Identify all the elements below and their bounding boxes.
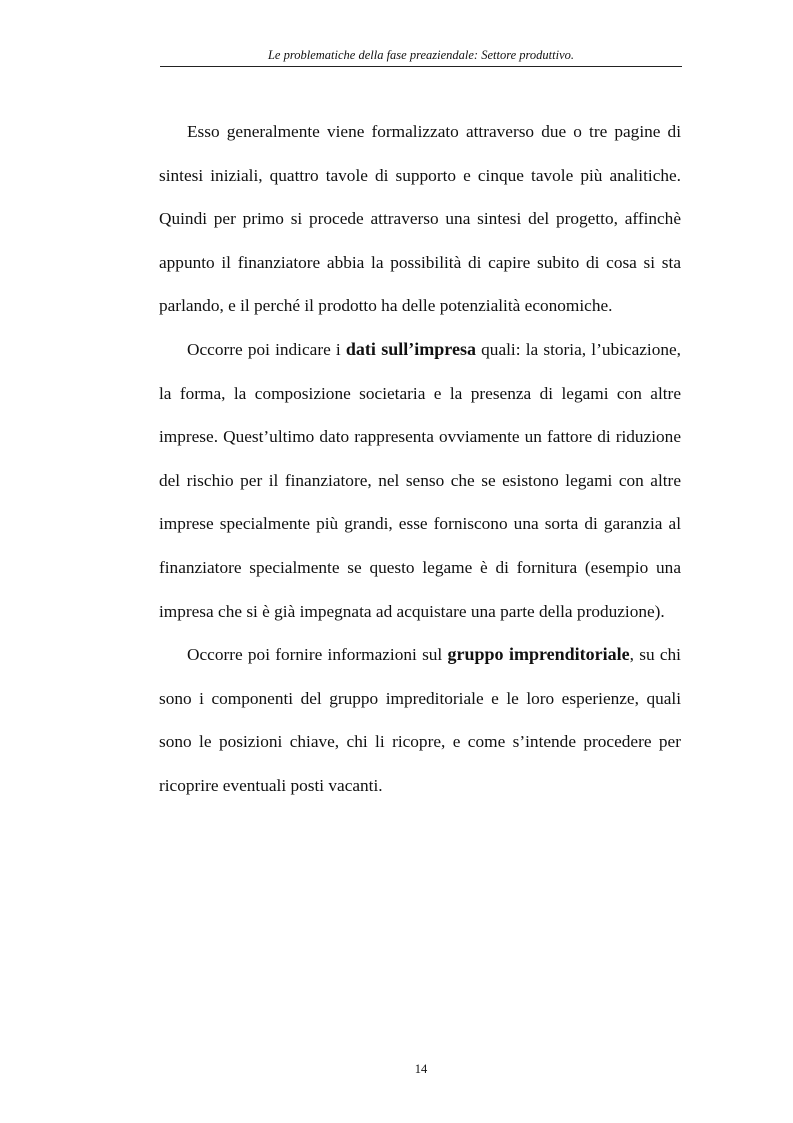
paragraph-text: Occorre poi indicare i [187,339,346,359]
paragraph-text: , su chi sono i componenti del gruppo impreditoriale e le loro esperienze, quali sono le posizioni chiave, chi li ricopre, e come s’intende procedere per ricoprire eventuali posti vacanti. [159,645,681,795]
paragraph-summary [159,110,681,328]
paragraph-company-data [159,328,681,633]
running-header: Le problematiche della fase preaziendale: Settore produttivo. [267,48,575,62]
bold-term-company-data: dati sull’impresa [345,338,476,359]
page-number: 14 [414,1062,428,1076]
bold-term-entrepreneurial-group: gruppo imprenditoriale [447,644,630,665]
header-divider [160,66,682,67]
paragraph-entrepreneurial-group [159,633,681,807]
body-text [159,110,681,808]
paragraph-text: Occorre poi fornire informazioni sul [187,645,448,665]
paragraph-text: quali: la storia, l’ubicazione, la forma, la composizione societaria e la presenza di legami con altre imprese. Quest’ultimo dato rappresenta ovviamente un fattore di riduzione del rischio per il finanziatore, nel senso che se esistono legami con altre imprese specialmente più grandi, esse forniscono una sorta di garanzia al finanziatore specialmente se questo legame è di fornitura (esempio una impresa che si è già impegnata ad acquistare una parte della produzione). [159,339,681,621]
paragraph-text: Esso generalmente viene formalizzato attraverso due o tre pagine di sintesi iniziali, quattro tavole di supporto e cinque tavole più analitiche. Quindi per primo si procede attraverso una sintesi del progetto, affinchè appunto il finanziatore abbia la possibilità di capire subito di cosa si sta parlando, e il perché il prodotto ha delle potenzialità economiche. [159,122,681,316]
